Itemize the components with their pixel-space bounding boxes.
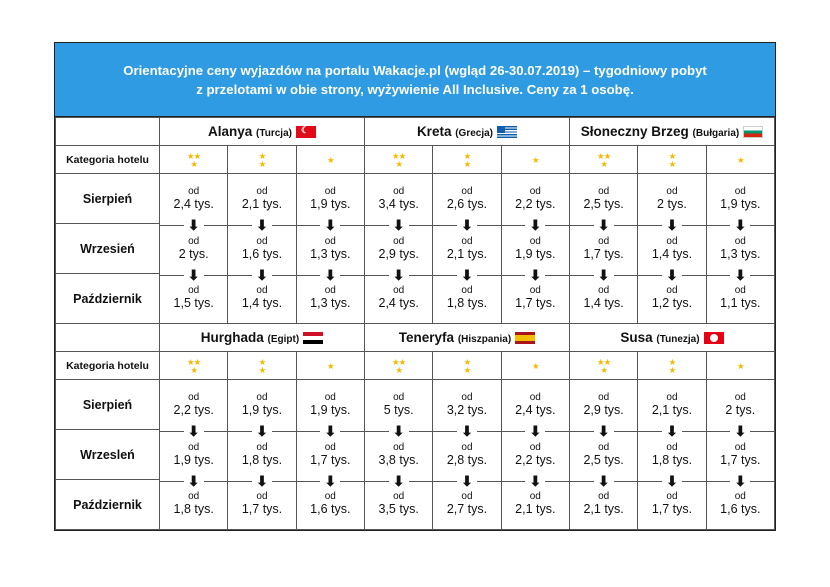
price-cell xyxy=(296,174,364,233)
arrow-glyph: ⬇ xyxy=(320,424,340,438)
arrow-glyph: ⬇ xyxy=(252,268,272,282)
price-value: 3,4 tys. xyxy=(378,196,419,211)
star-rating-cell xyxy=(706,146,774,174)
arrow-down-icon xyxy=(160,217,227,233)
arrow-glyph: ⬇ xyxy=(252,424,272,438)
price-value: 2,1 tys. xyxy=(515,502,556,517)
from-label: od xyxy=(598,185,610,197)
star-icon: ★★ ★ xyxy=(392,356,406,375)
arrow-down-icon xyxy=(570,423,637,439)
star-icon: ★ ★ xyxy=(258,356,266,375)
price-value: 2,5 tys. xyxy=(583,196,624,211)
month-label: Październik xyxy=(56,274,160,324)
from-label: od xyxy=(188,285,200,297)
price-value: 3,5 tys. xyxy=(378,502,419,517)
arrow-glyph: ⬇ xyxy=(662,424,682,438)
star-icon: ★ ★ xyxy=(258,150,266,169)
from-label: od xyxy=(461,235,473,247)
arrow-down-icon xyxy=(638,217,705,233)
star-icon: ★★ ★ xyxy=(187,150,201,169)
star-rating-cell xyxy=(706,352,774,380)
from-label: od xyxy=(188,441,200,453)
arrow-glyph: ⬇ xyxy=(594,474,614,488)
destination-name: Susa xyxy=(620,330,653,345)
arrow-glyph: ⬇ xyxy=(184,424,204,438)
country-name: (Egipt) xyxy=(267,334,300,345)
price-value: 1,3 tys. xyxy=(310,296,351,311)
arrow-down-icon xyxy=(502,423,569,439)
star-rating-cell xyxy=(160,352,228,380)
arrow-down-icon xyxy=(433,473,500,489)
star-rating-cell xyxy=(501,146,569,174)
hotel-category-row xyxy=(56,146,775,174)
price-value: 2,1 tys. xyxy=(651,402,693,417)
arrow-down-icon xyxy=(570,267,637,283)
price-value: 1,9 tys. xyxy=(310,196,351,211)
star-rating-cell xyxy=(501,352,569,380)
from-label: od xyxy=(188,185,200,197)
arrow-glyph: ⬇ xyxy=(320,218,340,232)
price-value: 1,7 tys. xyxy=(583,246,624,261)
arrow-glyph: ⬇ xyxy=(389,474,409,488)
arrow-glyph: ⬇ xyxy=(730,424,750,438)
arrow-down-icon xyxy=(297,217,364,233)
from-label: od xyxy=(598,441,610,453)
destination-cell xyxy=(364,118,569,146)
price-infographic xyxy=(54,42,776,531)
price-value: 1,6 tys. xyxy=(310,502,351,517)
arrow-glyph: ⬇ xyxy=(457,218,477,232)
price-value: 2,7 tys. xyxy=(446,502,488,517)
arrow-down-icon xyxy=(228,473,295,489)
arrow-glyph: ⬇ xyxy=(320,268,340,282)
arrow-down-icon xyxy=(297,267,364,283)
price-cell xyxy=(364,380,432,439)
arrow-down-icon xyxy=(297,473,364,489)
price-value: 1,7 tys. xyxy=(515,296,556,311)
from-label: od xyxy=(188,391,200,403)
price-cell xyxy=(569,380,637,439)
arrow-down-icon xyxy=(160,473,227,489)
price-value: 1,9 tys. xyxy=(720,196,761,211)
price-cell xyxy=(228,174,296,233)
price-value: 1,7 tys. xyxy=(310,452,351,467)
star-rating-cell xyxy=(569,352,637,380)
star-icon: ★ ★ xyxy=(463,356,471,375)
price-value: 1,6 tys. xyxy=(720,502,761,517)
price-cell xyxy=(638,174,706,233)
price-value: 1,9 tys. xyxy=(173,452,214,467)
star-rating-cell xyxy=(296,352,364,380)
month-label: Sierpień xyxy=(56,380,160,430)
from-label: od xyxy=(393,285,405,297)
star-icon: ★★ ★ xyxy=(392,150,406,169)
from-label: od xyxy=(529,391,541,403)
arrow-glyph: ⬇ xyxy=(184,268,204,282)
price-value: 1,9 tys. xyxy=(515,246,556,261)
star-icon: ★★ ★ xyxy=(597,356,611,375)
star-rating-cell xyxy=(433,146,501,174)
arrow-glyph: ⬇ xyxy=(662,474,682,488)
price-cell xyxy=(706,174,774,233)
country-name: (Hiszpania) xyxy=(457,334,512,345)
month-label: Październik xyxy=(56,480,160,530)
destination-header-row xyxy=(56,118,775,146)
star-icon: ★ ★ xyxy=(463,150,471,169)
arrow-glyph: ⬇ xyxy=(525,268,545,282)
price-cell xyxy=(638,380,706,439)
price-value: 1,1 tys. xyxy=(720,296,761,311)
arrow-down-icon xyxy=(638,423,705,439)
price-value: 2,5 tys. xyxy=(583,452,624,467)
arrow-down-icon xyxy=(228,267,295,283)
arrow-down-icon xyxy=(502,217,569,233)
from-label: od xyxy=(529,185,541,197)
from-label: od xyxy=(188,235,200,247)
price-value: 1,8 tys. xyxy=(651,452,693,467)
from-label: od xyxy=(461,185,473,197)
price-value: 1,8 tys. xyxy=(446,296,488,311)
price-value: 2,1 tys. xyxy=(241,196,283,211)
from-label: od xyxy=(461,285,473,297)
star-icon: ★ ★ xyxy=(668,150,676,169)
price-value: 2,6 tys. xyxy=(446,196,488,211)
arrow-glyph: ⬇ xyxy=(457,268,477,282)
star-rating-cell xyxy=(228,146,296,174)
price-value: 2,8 tys. xyxy=(446,452,488,467)
destination-cell xyxy=(569,324,774,352)
arrow-glyph: ⬇ xyxy=(389,268,409,282)
from-label: od xyxy=(461,391,473,403)
arrow-glyph: ⬇ xyxy=(730,268,750,282)
arrow-glyph: ⬇ xyxy=(662,218,682,232)
price-value: 2,1 tys. xyxy=(446,246,488,261)
star-icon: ★ xyxy=(531,154,539,165)
price-value: 2 tys. xyxy=(178,246,209,261)
from-label: od xyxy=(598,235,610,247)
arrow-glyph: ⬇ xyxy=(389,218,409,232)
arrow-down-icon xyxy=(638,473,705,489)
arrow-down-icon xyxy=(365,473,432,489)
arrow-down-icon xyxy=(707,217,774,233)
country-name: (Turcja) xyxy=(256,128,292,139)
price-value: 2,2 tys. xyxy=(515,452,556,467)
price-cell xyxy=(569,174,637,233)
arrow-glyph: ⬇ xyxy=(662,268,682,282)
price-table xyxy=(55,117,775,530)
from-label: od xyxy=(529,285,541,297)
price-value: 2,9 tys. xyxy=(378,246,419,261)
price-value: 1,8 tys. xyxy=(241,452,283,467)
price-value: 1,5 tys. xyxy=(173,296,214,311)
country-name: (Grecja) xyxy=(455,128,494,139)
price-value: 1,4 tys. xyxy=(241,296,283,311)
arrow-down-icon xyxy=(365,217,432,233)
price-value: 2 tys. xyxy=(725,402,756,417)
price-cell xyxy=(160,174,228,233)
star-rating-cell xyxy=(228,352,296,380)
star-icon: ★ xyxy=(327,154,334,165)
arrow-down-icon xyxy=(365,423,432,439)
arrow-glyph: ⬇ xyxy=(252,474,272,488)
from-label: od xyxy=(393,441,405,453)
from-label: od xyxy=(529,235,541,247)
from-label: od xyxy=(461,491,473,503)
price-value: 1,7 tys. xyxy=(720,452,761,467)
from-label: od xyxy=(324,235,336,247)
price-value: 1,9 tys. xyxy=(310,402,351,417)
arrow-glyph: ⬇ xyxy=(184,474,204,488)
from-label: od xyxy=(666,391,678,403)
arrow-down-icon xyxy=(228,217,295,233)
star-icon: ★★ ★ xyxy=(597,150,611,169)
arrow-glyph: ⬇ xyxy=(730,218,750,232)
star-icon: ★ ★ xyxy=(668,356,676,375)
price-value: 2,4 tys. xyxy=(378,296,419,311)
price-value: 1,3 tys. xyxy=(720,246,761,261)
arrow-down-icon xyxy=(433,267,500,283)
arrow-glyph: ⬇ xyxy=(594,218,614,232)
arrow-glyph: ⬇ xyxy=(252,218,272,232)
price-cell xyxy=(364,174,432,233)
destination-cell xyxy=(160,324,365,352)
star-rating-cell xyxy=(569,146,637,174)
empty-corner-cell xyxy=(56,118,160,146)
price-cell xyxy=(433,380,501,439)
star-rating-cell xyxy=(364,146,432,174)
arrow-down-icon xyxy=(433,217,500,233)
destination-cell xyxy=(569,118,774,146)
from-label: od xyxy=(529,441,541,453)
destination-name: Teneryfa xyxy=(398,330,455,345)
from-label: od xyxy=(734,491,746,503)
from-label: od xyxy=(461,441,473,453)
price-value: 2,2 tys. xyxy=(173,402,214,417)
arrow-down-icon xyxy=(297,423,364,439)
arrow-down-icon xyxy=(160,423,227,439)
star-icon: ★ xyxy=(737,360,744,371)
arrow-glyph: ⬇ xyxy=(594,268,614,282)
from-label: od xyxy=(393,185,405,197)
price-value: 1,7 tys. xyxy=(241,502,283,517)
arrow-glyph: ⬇ xyxy=(320,474,340,488)
from-label: od xyxy=(666,441,678,453)
arrow-glyph: ⬇ xyxy=(457,424,477,438)
price-value: 1,8 tys. xyxy=(173,502,214,517)
price-cell xyxy=(228,380,296,439)
price-cell xyxy=(501,380,569,439)
from-label: od xyxy=(734,185,746,197)
from-label: od xyxy=(734,235,746,247)
from-label: od xyxy=(598,391,610,403)
price-cell xyxy=(501,174,569,233)
price-value: 3,2 tys. xyxy=(446,402,488,417)
arrow-down-icon xyxy=(502,473,569,489)
country-name: (Tunezja) xyxy=(656,334,700,345)
arrow-glyph: ⬇ xyxy=(525,474,545,488)
from-label: od xyxy=(393,391,405,403)
arrow-down-icon xyxy=(433,423,500,439)
star-rating-cell xyxy=(160,146,228,174)
destination-name: Kreta xyxy=(416,124,452,139)
star-icon: ★ xyxy=(531,360,539,371)
from-label: od xyxy=(256,235,268,247)
arrow-down-icon xyxy=(707,473,774,489)
from-label: od xyxy=(324,441,336,453)
destination-header-row xyxy=(56,324,775,352)
star-rating-cell xyxy=(638,352,706,380)
star-icon: ★ xyxy=(737,154,744,165)
from-label: od xyxy=(324,285,336,297)
price-value: 3,8 tys. xyxy=(378,452,419,467)
arrow-down-icon xyxy=(365,267,432,283)
bulgaria-flag-icon xyxy=(743,126,763,138)
from-label: od xyxy=(666,185,678,197)
star-icon: ★★ ★ xyxy=(187,356,201,375)
price-value: 2,1 tys. xyxy=(583,502,624,517)
price-value: 1,9 tys. xyxy=(241,402,283,417)
arrow-down-icon xyxy=(707,423,774,439)
from-label: od xyxy=(529,491,541,503)
arrow-down-icon xyxy=(160,267,227,283)
from-label: od xyxy=(734,285,746,297)
category-label: Kategoria hotelu xyxy=(56,352,160,380)
price-value: 2,2 tys. xyxy=(515,196,556,211)
from-label: od xyxy=(256,285,268,297)
arrow-glyph: ⬇ xyxy=(457,474,477,488)
from-label: od xyxy=(188,491,200,503)
arrow-down-icon xyxy=(570,217,637,233)
from-label: od xyxy=(666,491,678,503)
arrow-down-icon xyxy=(502,267,569,283)
price-cell xyxy=(706,380,774,439)
price-value: 1,4 tys. xyxy=(583,296,624,311)
price-cell xyxy=(160,380,228,439)
arrow-glyph: ⬇ xyxy=(389,424,409,438)
from-label: od xyxy=(734,391,746,403)
arrow-down-icon xyxy=(228,423,295,439)
price-value: 2 tys. xyxy=(657,196,687,211)
greece-flag-icon xyxy=(497,126,517,138)
star-rating-cell xyxy=(296,146,364,174)
month-label: Wrzesień xyxy=(56,224,160,274)
price-value: 2,9 tys. xyxy=(583,402,624,417)
star-rating-cell xyxy=(638,146,706,174)
price-cell xyxy=(296,380,364,439)
header-line-1: Orientacyjne ceny wyjazdów na portalu Wakacje.pl (wgląd 26-30.07.2019) – tygodniowy pobyt xyxy=(123,62,707,78)
price-value: 1,2 tys. xyxy=(651,296,693,311)
price-value: 1,7 tys. xyxy=(651,502,693,517)
arrow-glyph: ⬇ xyxy=(730,474,750,488)
destination-name: Hurghada xyxy=(200,330,264,345)
price-value: 1,3 tys. xyxy=(310,246,351,261)
month-label: Sierpień xyxy=(56,174,160,224)
from-label: od xyxy=(734,441,746,453)
price-cell xyxy=(433,174,501,233)
from-label: od xyxy=(324,185,336,197)
star-rating-cell xyxy=(433,352,501,380)
arrow-glyph: ⬇ xyxy=(594,424,614,438)
from-label: od xyxy=(256,391,268,403)
arrow-down-icon xyxy=(638,267,705,283)
empty-corner-cell xyxy=(56,324,160,352)
infographic-header xyxy=(55,43,775,117)
destination-name: Słoneczny Brzeg xyxy=(580,124,689,139)
from-label: od xyxy=(256,491,268,503)
from-label: od xyxy=(393,491,405,503)
price-value: 1,6 tys. xyxy=(241,246,283,261)
arrow-glyph: ⬇ xyxy=(184,218,204,232)
price-value: 1,4 tys. xyxy=(651,246,693,261)
from-label: od xyxy=(666,235,678,247)
arrow-down-icon xyxy=(570,473,637,489)
star-rating-cell xyxy=(364,352,432,380)
country-name: (Bułgaria) xyxy=(692,128,740,139)
arrow-glyph: ⬇ xyxy=(525,218,545,232)
from-label: od xyxy=(324,391,336,403)
from-label: od xyxy=(393,235,405,247)
arrow-down-icon xyxy=(707,267,774,283)
hotel-category-row xyxy=(56,352,775,380)
destination-cell xyxy=(364,324,569,352)
price-value: 2,4 tys. xyxy=(173,196,214,211)
from-label: od xyxy=(666,285,678,297)
spain-flag-icon xyxy=(515,332,535,344)
turkey-flag-icon xyxy=(296,126,316,138)
month-row xyxy=(56,174,775,224)
from-label: od xyxy=(256,185,268,197)
star-icon: ★ xyxy=(327,360,334,371)
destination-cell xyxy=(160,118,365,146)
header-line-2: z przelotami w obie strony, wyżywienie All Inclusive. Ceny za 1 osobę. xyxy=(196,81,634,97)
price-value: 5 tys. xyxy=(383,402,414,417)
destination-name: Alanya xyxy=(208,124,253,139)
month-row xyxy=(56,380,775,430)
arrow-glyph: ⬇ xyxy=(525,424,545,438)
from-label: od xyxy=(598,285,610,297)
from-label: od xyxy=(256,441,268,453)
from-label: od xyxy=(324,491,336,503)
month-label: Wrzesleń xyxy=(56,430,160,480)
category-label: Kategoria hotelu xyxy=(56,146,160,174)
egypt-flag-icon xyxy=(303,332,323,344)
from-label: od xyxy=(598,491,610,503)
price-value: 2,4 tys. xyxy=(515,402,556,417)
tunisia-flag-icon xyxy=(704,332,724,344)
